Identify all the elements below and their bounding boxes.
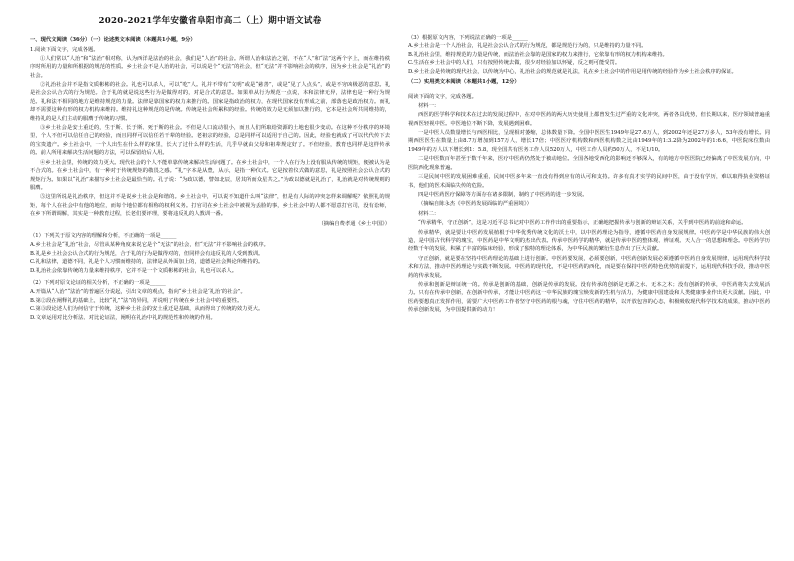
left-column xyxy=(30,34,390,322)
material-2-paragraph: 守正创新，就是要在坚持中医药理论的基础上进行创新。中医药要发展，必须要创新，中医药创新发展必须遵循中医药自身发展规律，运用现代科学技术和方法，推动中医药理论与实践不断发展。中医药的现代化，不是中医药的西化，而是要在保持中医药特色优势的前提下，运用现代科技手段，推动中医药的传承发展。 xyxy=(408,255,770,279)
question-2-option-c: C.第③段论述人们为何信守于传统，这种乡土社会的安土重迁是基础，从而得出了传统的效力更大。 xyxy=(30,306,264,313)
material-2-paragraph: 传承和创新是辩证统一的。传承是创新的基础，创新是传承的发展。没有传承的创新是无源之水、无本之木；没有创新的传承，中医药将失去发展活力。只有在传承中创新，在创新中传承，才能让中医药这一中华民族的瑰宝焕发新的生机与活力，为健康中国建设和人类健康事业作出更大贡献。因此，中医药要想真正发挥作用，需要广大中医药工作者坚守中医药的根与魂，守住中医药的精华，以开放包容的心态，积极吸收现代科学技术的成果，推动中医药传承创新发展，为中国提供新的动力！ xyxy=(408,281,770,314)
instruction-1: 1.阅读下面文字，完成各题。 xyxy=(30,47,99,54)
question-1-option-d: D.礼治社会依靠传统的力量来维持秩序，它并不是一个文质彬彬的社会，礼也可以杀人。 xyxy=(30,267,238,274)
question-3-option-b: B.礼治社会里，维持规范的力量是传统，而法治社会靠的是国家的权力来推行，它依靠有形的权力机构来维持。 xyxy=(408,51,668,58)
question-1-option-a: A.乡土社会是“礼治”社会，尽管从某种角度来说它是个“无法”的社会，但“无法”并不影响社会的秩序。 xyxy=(30,242,269,249)
passage-source: （摘编自费孝通《乡土中国》） xyxy=(318,220,390,227)
material-1-paragraph: 四是中医药医疗保障等方面存在诸多限制，制约了中医药的进一步发展。 xyxy=(418,191,588,198)
material-1-paragraph: 三是民间中医的发展困难重重，民间中医多年来一直没有得到应有的认可和支持。许多有真才实学的民间中医，由于没有学历，难以取得执业资格证书，他们的医术面临失传的危险。 xyxy=(408,174,770,189)
question-2-option-b: B.第②段在阐释礼的基础上，比较“礼”“法”的异同，并说明了传统在乡土社会中的重要性。 xyxy=(30,297,243,304)
passage-paragraph: ①人们常以“人治”和“法治”相对称，认为西洋是法治的社会，我们是“人治”的社会。所谓人治和法治之别，不在“人”和“法”这两个字上，而在维持秩序时所用的力量和所根据的规范的性质。乡土社会不是人治的社会，可以说是个“无法”的社会，但“无法”并不影响社会的秩序，因为乡土社会是“礼治”的社会。 xyxy=(30,55,390,79)
question-3-option-d: D.乡土社会是传统的现代社会，以传统为中心，礼治社会的规范就是礼法，礼在乡土社会中的作用是用传统的经验作为乡土社会秩序的保证。 xyxy=(408,68,737,75)
passage-paragraph: ⑤这里所说是礼治秩序，但这并不是说乡土社会是和谐的。乡土社会中，可以说不知道什么叫“法律”，但是有人际的冲突怎样来调解呢？依照礼的规矩，每个人在社会中有他的地位，而每个地位都有相称的权利义务。打官司在乡土社会中被视为丢脸的事，乡土社会中的人都不愿意打官司，没有讼师，在乡下所谓调解，其实是一种教育过程，长老们要评理，要将违反礼的人教训一番。 xyxy=(30,194,390,218)
question-3-option-a: A.乡土社会是一个人治社会，礼是社会公认合式的行为规范，都是规范行为的，只是维持的力量不同。 xyxy=(408,43,647,50)
question-3-stem: （3）根据原文内容，下列说法正确的一项是______ xyxy=(408,35,528,41)
question-2-option-d: D.文章运用对比分析法、对比论证法，阐明在礼治中礼的规范性和传统的作用。 xyxy=(30,314,216,321)
question-1-option-c: C.礼和法律，道德不同，礼是个人习惯而维持的，法律是从外面加上的，道德是社会舆论所维持的。 xyxy=(30,259,264,266)
instruction-2: 阅读下面的文字，完成各题。 xyxy=(408,94,477,101)
question-2-option-a: A.开篇从“人治”“法治”的普遍区分说起，引出文章的观点，指向“乡土社会是‘礼治’的社会”。 xyxy=(30,289,246,296)
material-2-label: 材料二： xyxy=(418,210,440,217)
question-3-option-c: C.生活在乡土社会中的人们，只有按照传统去做，很少对经验加以怀疑，反之则可能受罚。 xyxy=(408,60,621,67)
material-1-label: 材料一： xyxy=(418,102,440,109)
passage-paragraph: ②礼治社会并不是指文质彬彬的社会。礼也可以杀人，可以“吃”人。礼并不带有“文明”或是“慈善”，或是“见了人点头”，或是不穷凶极恶的意思。礼是社会公认合式的行为规范。合于礼的就是说这些行为是做得对的，对是合式的意思。如果单从行为规范一点说，本和法律无异，法律也是一种行为规范。礼和法不相同的地方是维持规范的力量。法律是靠国家的权力来推行的。国家是指政治的权力，在现代国家没有形成之前，部落也是政治权力。而礼却不需要这种有形的权力机构来维持。维持礼这种规范的是传统。传统是社会所累积的经验。传统的效力是无须加以推行的，它本是社会所共同维持的，维持礼的是人们主动的服膺于传统的习惯。 xyxy=(30,82,390,122)
material-1-paragraph: 一是中医人员数量增长与西医相比，呈现相对萎缩，总体数量下降。全国中医医生1949年是27.6万人，到2002年还是27万多人，53年没有增长。同期西医医生在数量上由8.7万增加到157万人，增长17倍；中医医疗机构数和西医机构数之比由1949年的1:3.2降为2002年的1:6.6，中医院床位数由1949年的万人以下增长到1：5.8，现全国共有医务工作人员520万人，中医工作人员约50万人，不足1/10。 xyxy=(408,130,770,153)
right-column xyxy=(408,34,770,316)
question-2-stem: （2）下列对原文论证的相关分析，不正确的一项是______ xyxy=(30,279,166,286)
section-heading-1: 一、现代文阅读（36分）（一）论述类文本阅读（本题共1小题，9分） xyxy=(30,37,196,43)
question-1-option-b: B.礼是乡土社会公认合式的行为规范，合于礼的行为是做得对的，但同样会有违反礼的人受到教训。 xyxy=(30,250,264,257)
passage-paragraph: ④乡土社会里，传统的效力更大。现代社会的个人不能单靠传统来解决生活问题了。在乡土社会中，一个人在行为上没有服从传统的规矩，便被认为是不合式的。在乡土社会中，有一种对于传统规矩的敬畏之感。“礼”字本是从豊，从示，是指一种仪式。它是按着仪式做的意思，礼是按照社会公认合式的规矩行为。如果以“礼治”来描写乡土社会是最恰当的。孔子说：“为政以德，譬如北辰，居其所而众星共之。”为政以德就是礼治了，礼治就是对传统规则的服膺。 xyxy=(30,159,390,191)
question-1-stem: （1）下列关于原文内容的理解和分析，不正确的一项是______ xyxy=(30,232,177,239)
section-heading-2: （二）实用类文本阅读（本题共1小题，12分） xyxy=(408,79,520,86)
exam-title: 2020-2021学年安徽省阜阳市高二（上）期中语文试卷 xyxy=(98,16,322,26)
material-2-paragraph: “传承精华，守正创新”，这是习近平总书记对中医药工作作出的重要指示，正确地把握传承与创新的辩证关系，关乎到中医药的前途和命运。 xyxy=(418,220,747,227)
material-2-paragraph: 传承精华，就是要让中医药发展植根于中华优秀传统文化的沃土中，以中医药理论为指导，遵循中医药自身发展规律。中医药学是中华民族的伟大创造，是中国古代科学的瑰宝，中医药是中华文明的杰出代表。传承中医药学的精华，就是传承中医的整体观、辨证观、天人合一的思想和理念。中医药学历经数千年的发展，积累了丰富的临床经验，形成了独特的理论体系，为中华民族的繁衍生息作出了巨大贡献。 xyxy=(408,229,770,253)
material-1-source: （摘编自陈永杰《中医药发展面临的严重困境》） xyxy=(418,201,532,208)
material-1-paragraph: 西医的医学科学和技术在过去的发展过程中，在对中医药的两大历史使用上都曾发生过严重的文化冲突，两者各具优势，但长期以来，医疗领域普遍重视西医轻视中医。中医地位不断下降，发展遇到困难。 xyxy=(408,112,770,127)
passage-paragraph: ③乡土社会是安土重迁的，生于斯、长于斯、死于斯的社会。不但是人口流动很小，而且人们所取给资源的土地也很少变动。在这种不分秩序的环境里，个人不但可以信任自己的经验，而且同样可以信任若干辈的经验。老祖宗的经验，总是同样可以适用于自己的。因此，经验也就成了可以代代传下去的宝贵遗产。乡土社会中，一个人出生在什么样的家里，长大了过什么样的生活，几乎早就由父母和祖辈规定好了。不但经验，教育也同样是这样传承的。前人所用来解决生活问题的方法，可以保留给后人用。 xyxy=(30,125,390,157)
material-1-paragraph: 二是中医数百年甚至于数千年来，医疗中医药仍然处于被动地位。全国各地受西化的影响还不够深入，有的地方中医医院已经偏离了中医发展方向，中医院西化现象普遍。 xyxy=(408,156,770,171)
